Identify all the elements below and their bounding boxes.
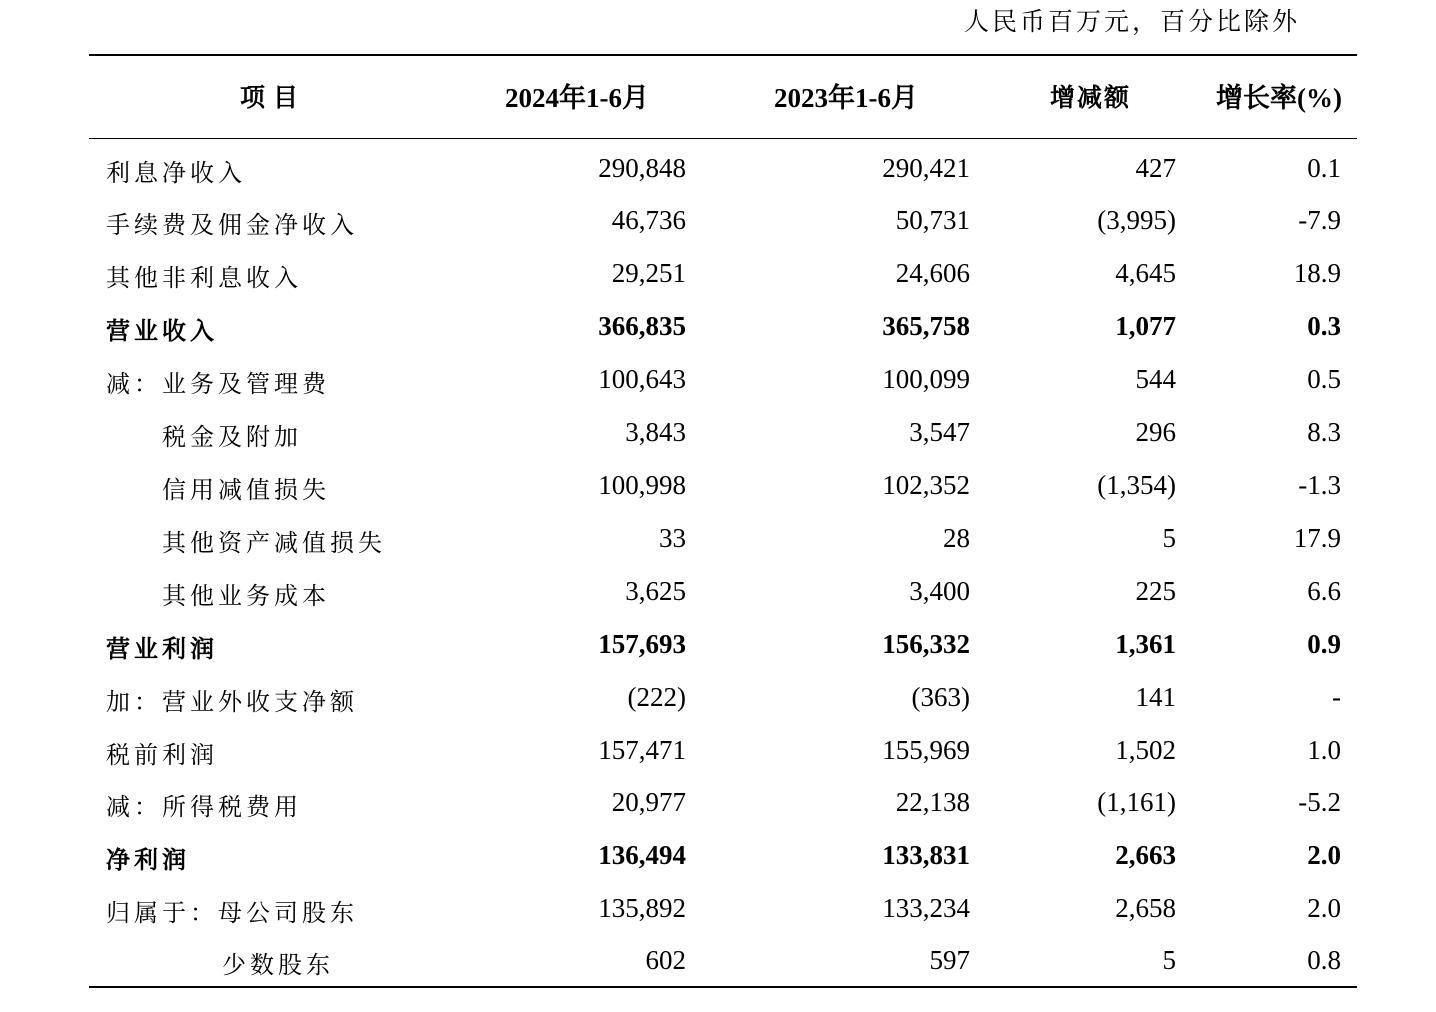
value-2024: 135,892	[598, 893, 686, 923]
value-growth: 0.5	[1307, 364, 1341, 394]
value-growth: 18.9	[1293, 258, 1341, 288]
value-2023: 365,758	[882, 311, 970, 341]
value-change: (1,354)	[1097, 470, 1176, 500]
value-2023: (363)	[911, 682, 970, 712]
value-2024: 46,736	[611, 205, 686, 235]
table-header-rule	[89, 138, 1357, 139]
value-change: 296	[1135, 417, 1176, 447]
value-2023: 156,332	[882, 629, 970, 659]
value-change: 1,077	[1115, 311, 1176, 341]
value-2023: 3,547	[909, 417, 970, 447]
value-2024: 136,494	[598, 840, 686, 870]
header-change-amount: 增减额	[1049, 83, 1131, 112]
value-2024: 100,643	[598, 364, 686, 394]
value-growth: 6.6	[1307, 576, 1341, 606]
table-row	[0, 405, 1436, 457]
value-2024: 366,835	[598, 311, 686, 341]
table-top-rule	[89, 54, 1357, 56]
value-change: 225	[1135, 576, 1176, 606]
table-row	[0, 564, 1436, 616]
table-row	[0, 723, 1436, 775]
value-growth: 0.3	[1307, 311, 1341, 341]
value-2023: 133,831	[882, 840, 970, 870]
value-2023: 22,138	[895, 787, 970, 817]
value-2023: 100,099	[882, 364, 970, 394]
value-2023: 24,606	[895, 258, 970, 288]
table-row	[0, 775, 1436, 827]
value-2024: 29,251	[611, 258, 686, 288]
row-label: 营业收入	[106, 317, 218, 345]
row-label: 营业利润	[106, 635, 218, 663]
value-2023: 3,400	[909, 576, 970, 606]
value-growth: 8.3	[1307, 417, 1341, 447]
table-row	[0, 141, 1436, 193]
table-row	[0, 246, 1436, 298]
value-2024: 602	[645, 945, 686, 975]
value-growth: 17.9	[1293, 523, 1341, 553]
value-2023: 28	[943, 523, 970, 553]
value-change: 2,658	[1115, 893, 1176, 923]
value-growth: 2.0	[1307, 840, 1341, 870]
value-2024: 3,843	[625, 417, 686, 447]
value-change: 544	[1135, 364, 1176, 394]
value-change: 5	[1162, 523, 1176, 553]
table-row	[0, 933, 1436, 985]
table-row-subtotal	[0, 828, 1436, 880]
value-2023: 155,969	[882, 735, 970, 765]
value-growth: 2.0	[1307, 893, 1341, 923]
value-2024: 290,848	[598, 153, 686, 183]
table-row	[0, 670, 1436, 722]
value-2024: 3,625	[625, 576, 686, 606]
value-change: (3,995)	[1097, 205, 1176, 235]
row-label: 归属于：母公司股东	[106, 899, 358, 927]
value-2024: 157,471	[598, 735, 686, 765]
value-2023: 290,421	[882, 153, 970, 183]
row-label: 减：业务及管理费	[106, 370, 330, 398]
value-2024: 157,693	[598, 629, 686, 659]
header-growth-rate: 增长率(%)	[1216, 83, 1342, 113]
value-growth: -7.9	[1298, 205, 1341, 235]
value-2023: 50,731	[895, 205, 970, 235]
row-label: 利息净收入	[106, 159, 246, 187]
value-change: 141	[1135, 682, 1176, 712]
table-row	[0, 458, 1436, 510]
table-bottom-rule	[89, 986, 1357, 988]
value-2023: 597	[929, 945, 970, 975]
value-growth: -5.2	[1298, 787, 1341, 817]
value-2024: 33	[659, 523, 686, 553]
row-label: 其他资产减值损失	[162, 529, 386, 557]
value-2023: 102,352	[882, 470, 970, 500]
value-growth: -	[1332, 682, 1341, 712]
row-label: 信用减值损失	[162, 476, 330, 504]
value-2024: 100,998	[598, 470, 686, 500]
table-row-subtotal	[0, 617, 1436, 669]
value-2023: 133,234	[882, 893, 970, 923]
value-growth: 0.9	[1307, 629, 1341, 659]
value-change: 1,361	[1115, 629, 1176, 659]
row-label: 税金及附加	[162, 423, 302, 451]
value-change: (1,161)	[1097, 787, 1176, 817]
value-growth: 0.1	[1307, 153, 1341, 183]
header-2023h1: 2023年1-6月	[774, 83, 918, 113]
value-growth: 1.0	[1307, 735, 1341, 765]
table-row	[0, 511, 1436, 563]
value-change: 5	[1162, 945, 1176, 975]
row-label: 其他业务成本	[162, 582, 330, 610]
table-row	[0, 193, 1436, 245]
row-label: 少数股东	[222, 951, 334, 979]
row-label: 税前利润	[106, 741, 218, 769]
unit-note: 人民币百万元，百分比除外	[964, 7, 1301, 36]
row-label: 手续费及佣金净收入	[106, 211, 358, 239]
row-label: 减：所得税费用	[106, 793, 302, 821]
value-change: 2,663	[1115, 840, 1176, 870]
value-growth: 0.8	[1307, 945, 1341, 975]
value-growth: -1.3	[1298, 470, 1341, 500]
value-change: 427	[1135, 153, 1176, 183]
value-change: 4,645	[1115, 258, 1176, 288]
value-2024: (222)	[627, 682, 686, 712]
header-2024h1: 2024年1-6月	[505, 83, 649, 113]
row-label: 净利润	[106, 846, 190, 874]
table-row-subtotal	[0, 299, 1436, 351]
table-row	[0, 352, 1436, 404]
table-row	[0, 881, 1436, 933]
row-label: 加：营业外收支净额	[106, 688, 358, 716]
header-item: 项目	[240, 83, 307, 112]
value-2024: 20,977	[611, 787, 686, 817]
row-label: 其他非利息收入	[106, 264, 302, 292]
value-change: 1,502	[1115, 735, 1176, 765]
